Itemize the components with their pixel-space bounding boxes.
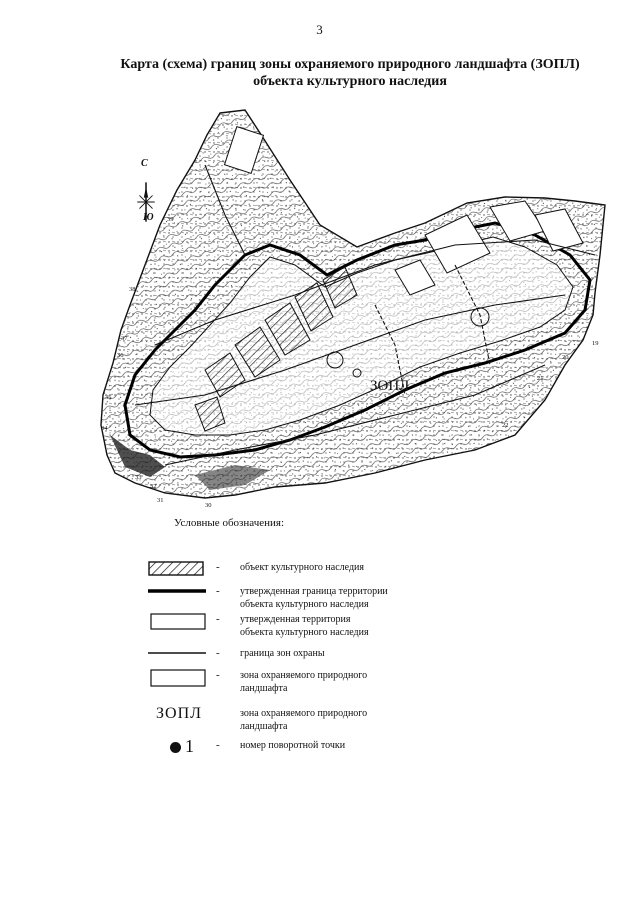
thin-line-symbol [148,651,208,655]
point-number: 35 [105,394,112,401]
point-number: 30 [205,502,212,509]
point-number: 31 [157,497,164,504]
legend-label: объекта культурного наследия [240,627,369,638]
point-number: 36 [117,352,124,359]
legend-dash: - [216,669,220,681]
legend-label: объект культурного наследия [240,562,364,573]
legend-label: утвержденная граница территории [240,586,388,597]
legend-dash: - [216,739,220,751]
legend-title: Условные обозначения: [174,517,285,529]
map-drawing [95,105,610,510]
legend-dash: - [216,585,220,597]
point-number: 37 [121,335,128,342]
point-number: 38 [129,286,136,293]
thick-line-symbol [148,588,208,594]
zopl-text-symbol: ЗОПЛ [156,705,202,722]
point-dot-icon [170,742,181,753]
legend-label: номер поворотной точки [240,740,346,751]
legend-label: утвержденная территория [240,614,351,625]
legend-label: граница зон охраны [240,648,325,659]
legend-label: ландшафта [240,721,288,732]
point-number: 19 [592,340,599,347]
map-title [60,56,639,90]
page-number: 3 [316,22,323,37]
compass-north-label: С [141,158,148,169]
legend-dash: - [216,613,220,625]
plain-box-symbol [150,669,206,687]
map-title-line-2: объекта культурного наследия [253,74,447,89]
legend-label: объекта культурного наследия [240,599,369,610]
legend-dash: - [216,561,220,573]
hatched-box-symbol [148,561,204,576]
legend-label: ландшафта [240,683,288,694]
point-number-symbol [170,737,194,755]
map-title-line-1: Карта (схема) границ зоны охраняемого природного ландшафта (ЗОПЛ) [120,57,580,72]
boundary-map [95,105,610,510]
point-number: 21 [537,375,544,382]
point-number: 39 [167,216,174,223]
legend-label: зона охраняемого природного [240,670,368,681]
point-number: 33 [135,474,142,481]
legend-dash: - [216,647,220,659]
point-number: 32 [150,483,157,490]
point-number: 22 [502,422,509,429]
zone-label-zopl: ЗОПЛ [370,378,410,394]
point-number-example: 1 [185,736,194,756]
point-number: 20 [562,354,569,361]
plain-box-symbol [150,613,206,630]
legend-label: зона охраняемого природного [240,708,368,719]
point-number: 34 [101,425,108,432]
compass-south-label: Ю [143,212,154,223]
